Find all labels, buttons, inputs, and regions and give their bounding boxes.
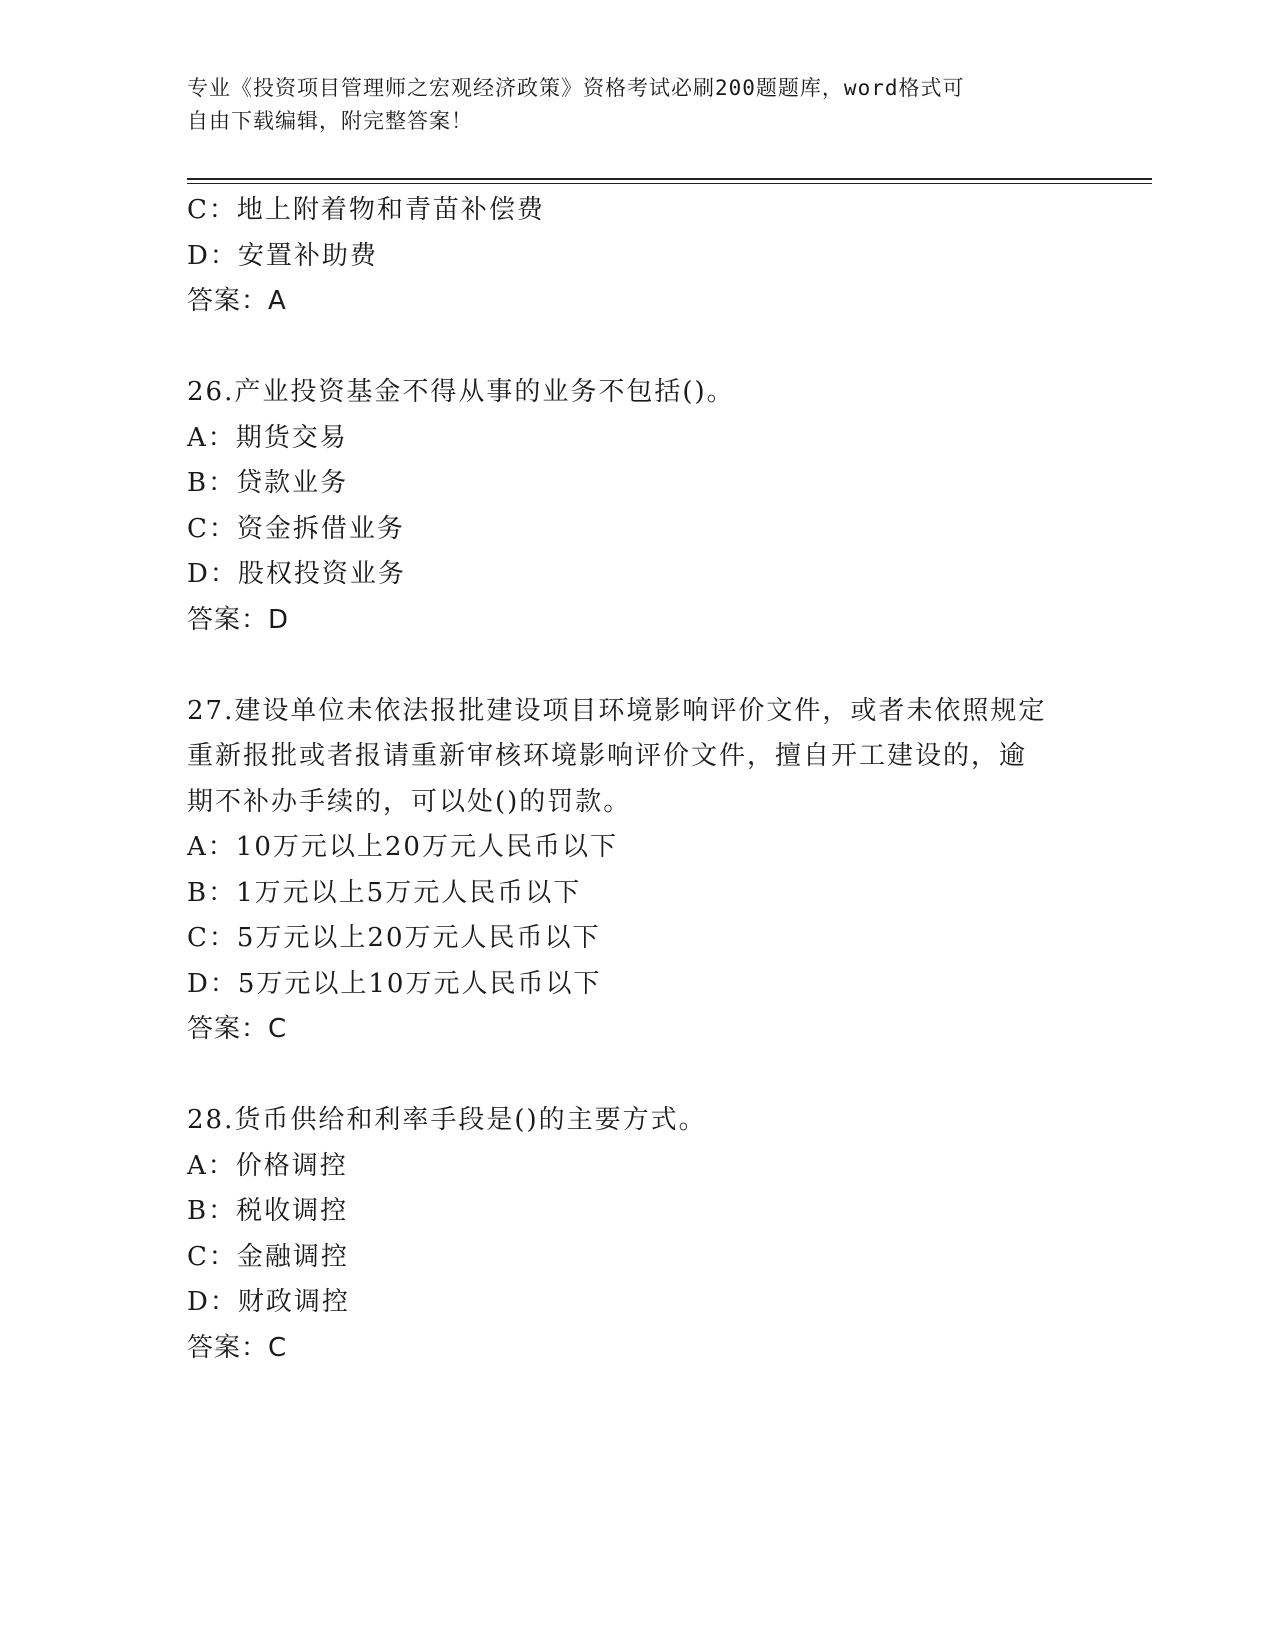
header-rule-thick — [187, 178, 1152, 180]
header-rule-thin — [187, 183, 1152, 184]
prev-question-block — [187, 188, 1087, 325]
question-text: 28.货币供给和利率手段是()的主要方式。 — [187, 1105, 707, 1135]
option-a: A：价格调控 — [187, 1150, 348, 1181]
block-spacer — [187, 1053, 1087, 1099]
answer-line: 答案：D — [187, 604, 290, 635]
option-d: D：财政调控 — [187, 1287, 350, 1317]
option-c: C：地上附着物和青苗补偿费 — [187, 195, 545, 225]
question-text-line-3: 期不补办手续的，可以处()的罚款。 — [187, 786, 632, 817]
option-a: A：10万元以上20万元人民币以下 — [187, 832, 618, 862]
header-line-1: 专业《投资项目管理师之宏观经济政策》资格考试必刷200题题库，word格式可 — [187, 76, 965, 100]
question-text: 26.产业投资基金不得从事的业务不包括()。 — [187, 377, 735, 407]
header-line-2: 自由下载编辑，附完整答案！ — [187, 109, 473, 133]
option-c: C：金融调控 — [187, 1241, 349, 1272]
block-spacer — [187, 325, 1087, 371]
block-spacer — [187, 643, 1087, 689]
question-text-line-1: 27.建设单位未依法报批建设项目环境影响评价文件，或者未依照规定 — [187, 695, 1047, 726]
option-b: B：税收调控 — [187, 1196, 349, 1226]
option-d: D：股权投资业务 — [187, 559, 406, 589]
question-28 — [187, 1098, 1087, 1371]
answer-line: 答案：A — [187, 286, 287, 316]
question-27 — [187, 689, 1087, 1053]
answer-line: 答案：C — [187, 1332, 288, 1363]
option-a: A：期货交易 — [187, 422, 348, 453]
page-header — [187, 72, 1087, 138]
option-d: D：安置补助费 — [187, 240, 378, 271]
option-d: D：5万元以上10万元人民币以下 — [187, 968, 602, 999]
answer-line: 答案：C — [187, 1014, 288, 1044]
option-c: C：5万元以上20万元人民币以下 — [187, 923, 601, 953]
question-26 — [187, 370, 1087, 643]
option-b: B：1万元以上5万元人民币以下 — [187, 877, 582, 908]
question-content — [187, 188, 1087, 1371]
option-c: C：资金拆借业务 — [187, 513, 405, 544]
option-b: B：贷款业务 — [187, 468, 349, 498]
question-text-line-2: 重新报批或者报请重新审核环境影响评价文件，擅自开工建设的，逾 — [187, 741, 1028, 771]
